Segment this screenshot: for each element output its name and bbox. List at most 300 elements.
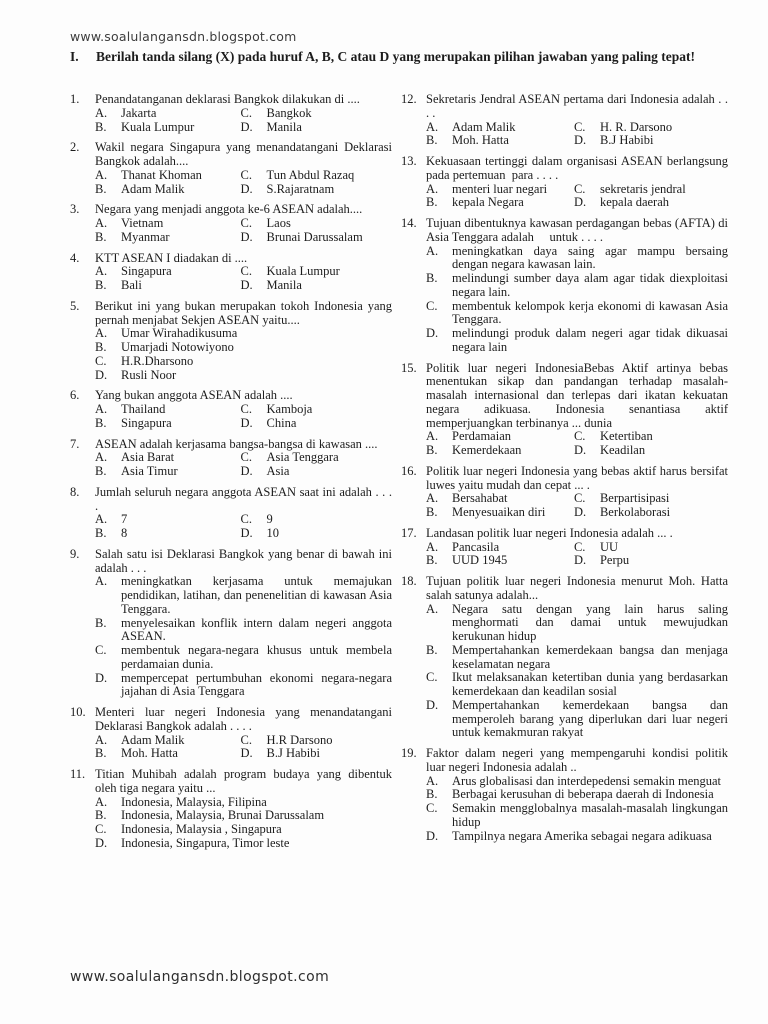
option-text: Umarjadi Notowiyono	[121, 340, 234, 354]
option-text: Ketertiban	[599, 429, 653, 444]
question-body	[426, 575, 728, 740]
option-text: Kamboja	[266, 402, 313, 416]
question-text: Tujuan politik luar negeri Indonesia menurut Moh. Hatta salah satunya adalah...	[426, 574, 728, 602]
option-letter: D.	[573, 505, 587, 519]
option-text: Singapura	[121, 415, 172, 430]
option-letter: D.	[240, 229, 253, 244]
option-item	[95, 121, 241, 135]
question-item	[401, 217, 728, 355]
question-text: Salah satu isi Deklarasi Bangkok yang benar di bawah ini adalah . . .	[95, 546, 392, 575]
option-letter: A.	[95, 402, 108, 416]
option-letter: C.	[573, 181, 586, 196]
question-item	[401, 362, 728, 458]
footer-site-url: www.soalulangansdn.blogspot.com	[70, 969, 330, 985]
option-text: Mempertahankan kemerdekaan bangsa dan memperoleh barang yang diperlukan dari luar negeri untuk kemakmuran rakyat	[452, 697, 728, 740]
option-item	[426, 327, 728, 355]
option-text: Kemerdekaan	[452, 443, 522, 457]
question-number: 19.	[401, 746, 417, 760]
option-letter: D.	[95, 670, 108, 685]
option-letter: B.	[426, 133, 438, 148]
question-text: Kekuasaan tertinggi dalam organisasi ASEAN berlangsung pada pertemuan para . . . .	[426, 154, 728, 182]
options-group	[426, 121, 728, 149]
option-item	[426, 134, 574, 148]
option-text: melindungi produk dalam negeri agar tidak dikuasai negara lain	[452, 326, 728, 354]
question-body	[95, 548, 392, 699]
question-body	[95, 389, 392, 430]
options-group	[426, 430, 728, 458]
option-item	[426, 196, 574, 210]
option-text: Thanat Khoman	[121, 167, 202, 182]
option-text: Negara satu dengan yang lain harus saling menghormati dan damai untuk mewujudkan kerukunan hidup	[452, 601, 728, 643]
option-item	[241, 183, 392, 197]
option-item	[426, 554, 574, 568]
option-text: Asia	[266, 464, 290, 478]
option-item	[95, 575, 392, 616]
option-item	[574, 121, 728, 135]
option-item	[426, 506, 574, 520]
option-text: Umar Wirahadikusuma	[121, 326, 238, 341]
question-item	[70, 486, 392, 541]
question-item	[70, 203, 392, 244]
question-number: 5.	[70, 298, 80, 313]
question-body	[95, 141, 392, 196]
option-letter: A.	[426, 243, 439, 258]
options-group	[95, 734, 392, 762]
option-item	[426, 444, 574, 458]
question-body	[95, 438, 392, 479]
option-text: Perdamaian	[452, 429, 512, 444]
option-item	[95, 355, 392, 369]
option-item	[426, 644, 728, 672]
question-body	[95, 768, 392, 851]
option-letter: B.	[95, 278, 107, 292]
option-item	[95, 417, 241, 431]
option-item	[426, 775, 728, 789]
section-instruction: Berilah tanda silang (X) pada huruf A, B, C atau D yang merupakan pilihan jawaban yang paling tepat!	[96, 49, 695, 64]
option-item	[426, 183, 574, 197]
question-item	[70, 141, 392, 196]
option-item	[95, 369, 392, 383]
option-item	[574, 506, 728, 520]
option-text: Arus globalisasi dan interdepedensi semakin menguat	[452, 773, 722, 788]
option-text: Bali	[121, 278, 142, 292]
question-number: 13.	[401, 154, 417, 168]
question-number: 17.	[401, 525, 417, 540]
option-item	[241, 107, 392, 121]
option-item	[95, 217, 241, 231]
question-text: Tujuan dibentuknya kawasan perdagangan bebas (AFTA) di Asia Tenggara adalah untuk . . . .	[426, 216, 728, 244]
option-letter: C.	[573, 491, 586, 506]
question-number: 9.	[70, 546, 80, 561]
option-letter: C.	[240, 450, 252, 465]
option-item	[241, 513, 392, 527]
question-body	[95, 252, 392, 293]
option-item	[95, 747, 241, 761]
option-letter: D.	[240, 464, 253, 478]
option-item	[95, 734, 241, 748]
option-text: Menyesuaikan diri	[452, 505, 546, 519]
option-item	[95, 823, 392, 837]
option-item	[426, 671, 728, 699]
question-body	[95, 300, 392, 383]
option-item	[95, 279, 241, 293]
question-body	[426, 747, 728, 843]
option-text: Asia Timur	[121, 464, 178, 478]
option-item	[241, 451, 392, 465]
question-body	[426, 217, 728, 355]
question-item	[70, 93, 392, 134]
option-text: meningkatkan daya saing agar mampu bersaing dengan negara kawasan lain.	[452, 243, 728, 272]
option-letter: C.	[240, 105, 252, 120]
option-letter: D.	[573, 133, 587, 148]
option-text: membentuk kelompok kerja ekonomi di kawasan Asia Tenggara.	[452, 298, 728, 327]
option-letter: A.	[95, 216, 108, 230]
option-text: Singapura	[121, 264, 172, 279]
option-item	[574, 541, 728, 555]
option-text: Asia Tenggara	[266, 450, 339, 465]
option-item	[426, 830, 728, 844]
option-letter: D.	[573, 553, 587, 568]
question-item	[401, 465, 728, 520]
options-group	[95, 217, 392, 245]
option-item	[426, 788, 728, 802]
option-letter: B.	[426, 443, 438, 457]
option-letter: D.	[573, 195, 587, 210]
option-letter: C.	[240, 264, 252, 279]
option-letter: A.	[95, 167, 108, 182]
options-group	[426, 541, 728, 569]
column-right	[401, 93, 728, 850]
option-letter: A.	[426, 539, 439, 554]
options-group	[95, 265, 392, 293]
option-text: Myanmar	[121, 229, 170, 244]
option-item	[95, 169, 241, 183]
option-text: kepala Negara	[452, 195, 524, 210]
option-letter: A.	[95, 450, 108, 465]
option-letter: A.	[95, 264, 108, 279]
options-group	[426, 245, 728, 355]
question-body	[95, 486, 392, 541]
option-letter: A.	[95, 574, 108, 589]
option-letter: B.	[426, 505, 438, 519]
option-text: Brunai Darussalam	[266, 229, 363, 244]
question-item	[70, 252, 392, 293]
question-item	[401, 527, 728, 568]
question-number: 6.	[70, 388, 80, 403]
option-text: B.J Habibi	[599, 133, 654, 148]
question-number: 12.	[401, 92, 417, 106]
option-text: Indonesia, Malaysia , Singapura	[121, 822, 282, 836]
option-item	[574, 444, 728, 458]
question-item	[401, 93, 728, 148]
option-letter: A.	[95, 794, 108, 809]
option-letter: D.	[95, 367, 108, 382]
section-number: I.	[70, 49, 79, 64]
option-text: 7	[121, 512, 128, 527]
option-letter: C.	[573, 539, 586, 554]
question-text: Wakil negara Singapura yang menandatangani Deklarasi Bangkok adalah....	[95, 140, 392, 168]
option-text: Semakin mengglobalnya masalah-masalah lingkungan hidup	[452, 801, 728, 829]
option-text: Adam Malik	[121, 181, 185, 196]
option-letter: B.	[95, 119, 107, 134]
option-text: 10	[266, 526, 280, 540]
option-text: Berpartisipasi	[599, 491, 670, 506]
option-text: Indonesia, Singapura, Timor leste	[121, 835, 290, 850]
option-letter: C.	[240, 216, 252, 230]
option-item	[95, 672, 392, 700]
question-text: Menteri luar negeri Indonesia yang menandatangani Deklarasi Bangkok adalah . . . .	[95, 705, 392, 733]
question-body	[95, 203, 392, 244]
option-item	[426, 245, 728, 273]
option-letter: A.	[426, 773, 439, 788]
question-item	[70, 768, 392, 851]
options-group	[95, 575, 392, 699]
question-text: Faktor dalam negeri yang mempengaruhi kondisi politik luar negeri Indonesia adalah ..	[426, 746, 728, 774]
option-text: Pancasila	[452, 539, 500, 554]
question-text: Politik luar negeri Indonesia yang bebas aktif harus bersifat luwes yaitu mudah dan cepat ... .	[426, 463, 728, 492]
option-item	[241, 527, 392, 541]
option-letter: C.	[95, 643, 107, 657]
question-text: Landasan politik luar negeri Indonesia adalah ... .	[426, 525, 673, 540]
option-item	[241, 465, 392, 479]
option-item	[241, 279, 392, 293]
option-text: B.J Habibi	[266, 746, 320, 761]
option-text: Thailand	[121, 402, 166, 416]
option-text: Bersahabat	[452, 491, 508, 506]
option-item	[241, 747, 392, 761]
question-text: Titian Muhibah adalah program budaya yang dibentuk oleh tiga negara yaitu ...	[95, 767, 392, 795]
option-letter: D.	[240, 278, 253, 292]
option-text: H. R. Darsono	[599, 119, 673, 134]
option-letter: C.	[95, 822, 107, 836]
option-item	[95, 451, 241, 465]
option-text: Moh. Hatta	[121, 746, 178, 761]
question-text: Penandatanganan deklarasi Bangkok dilakukan di ....	[95, 92, 360, 106]
option-item	[95, 327, 392, 341]
question-item	[70, 438, 392, 479]
question-body	[426, 465, 728, 520]
question-number: 1.	[70, 92, 80, 106]
option-letter: C.	[240, 167, 252, 182]
options-group	[426, 183, 728, 211]
question-number: 14.	[401, 216, 417, 230]
option-text: H.R Darsono	[266, 732, 333, 747]
options-group	[95, 403, 392, 431]
option-text: Manila	[266, 278, 302, 292]
option-text: Vietnam	[121, 216, 164, 230]
option-item	[95, 265, 241, 279]
question-number: 16.	[401, 463, 417, 478]
options-group	[426, 492, 728, 520]
option-item	[95, 465, 241, 479]
option-letter: B.	[426, 553, 438, 568]
question-text: Politik luar negeri IndonesiaBebas Aktif artinya bebas menentukan sikap dan pandangan terhadap masalah-masalah internasional dan terlepas dari ikatan kekuatan negara adikuasa. Indonesia senantiasa aktif memperjuangkan terbinanya ... dunia	[426, 360, 728, 430]
option-text: 8	[121, 526, 128, 540]
option-text: Adam Malik	[452, 119, 516, 134]
option-item	[95, 809, 392, 823]
question-number: 3.	[70, 202, 80, 217]
option-text: Tampilnya negara Amerika sebagai negara adikuasa	[452, 828, 712, 843]
option-text: menteri luar negari	[452, 181, 548, 196]
option-item	[574, 492, 728, 506]
option-item	[241, 417, 392, 431]
option-text: Indonesia, Malaysia, Brunai Darussalam	[121, 808, 325, 823]
question-number: 7.	[70, 436, 80, 451]
option-letter: B.	[95, 229, 107, 244]
option-letter: B.	[95, 340, 107, 354]
question-text: ASEAN adalah kerjasama bangsa-bangsa di kawasan ....	[95, 436, 378, 451]
option-letter: D.	[240, 526, 253, 540]
option-item	[95, 107, 241, 121]
option-text: Moh. Hatta	[452, 133, 509, 148]
option-letter: A.	[426, 181, 439, 196]
option-letter: D.	[426, 326, 439, 340]
question-text: Sekretaris Jendral ASEAN pertama dari Indonesia adalah . . . .	[426, 92, 728, 120]
option-text: melindungi sumber daya alam agar tidak diexploitasi negara lain.	[452, 271, 728, 299]
options-group	[95, 451, 392, 479]
option-letter: D.	[240, 119, 253, 134]
option-letter: A.	[426, 429, 439, 444]
option-letter: A.	[426, 119, 439, 134]
option-letter: D.	[240, 181, 253, 196]
option-letter: C.	[573, 429, 586, 444]
option-item	[241, 265, 392, 279]
option-letter: D.	[573, 443, 587, 457]
section-heading	[70, 48, 716, 66]
question-number: 10.	[70, 705, 86, 719]
option-item	[241, 121, 392, 135]
option-letter: D.	[426, 697, 439, 712]
option-item	[241, 231, 392, 245]
option-text: meningkatkan kerjasama untuk memajukan pendidikan, latihan, dan penenelitian di kawasan Asia Tenggara.	[121, 574, 392, 616]
question-body	[426, 527, 728, 568]
option-text: Asia Barat	[121, 450, 175, 465]
option-text: 9	[266, 512, 273, 527]
option-text: Kuala Lumpur	[121, 119, 195, 134]
option-letter: B.	[426, 642, 438, 657]
option-text: Keadilan	[599, 443, 646, 457]
option-letter: C.	[573, 119, 586, 134]
option-letter: B.	[95, 415, 107, 430]
option-letter: B.	[95, 181, 107, 196]
option-letter: C.	[95, 353, 107, 368]
option-item	[241, 734, 392, 748]
option-item	[95, 341, 392, 355]
question-item	[70, 548, 392, 699]
question-number: 11.	[70, 767, 86, 781]
option-letter: D.	[95, 835, 108, 850]
question-item	[70, 300, 392, 383]
options-group	[95, 513, 392, 541]
question-text: Berikut ini yang bukan merupakan tokoh Indonesia yang pernah menjabat Sekjen ASEAN yaitu....	[95, 298, 392, 327]
question-item	[401, 155, 728, 210]
option-letter: C.	[240, 732, 252, 747]
question-item	[401, 575, 728, 740]
option-text: Ikut melaksanakan ketertiban dunia yang berdasarkan kemerdekaan dan keadilan sosial	[452, 670, 728, 698]
option-letter: B.	[426, 195, 438, 210]
header-site-url: www.soalulangansdn.blogspot.com	[70, 29, 297, 44]
option-text: mempercepat pertumbuhan ekonomi negara-negara jajahan di Asia Tenggara	[121, 670, 392, 699]
question-text: Negara yang menjadi anggota ke-6 ASEAN adalah....	[95, 202, 363, 217]
option-text: Manila	[266, 119, 302, 134]
option-item	[95, 644, 392, 672]
question-body	[426, 362, 728, 458]
option-item	[95, 231, 241, 245]
question-text: Yang bukan anggota ASEAN adalah ....	[95, 388, 293, 403]
option-item	[574, 183, 728, 197]
options-group	[95, 169, 392, 197]
question-number: 2.	[70, 140, 80, 155]
option-letter: D.	[240, 746, 253, 761]
option-item	[426, 802, 728, 830]
option-letter: B.	[95, 615, 107, 630]
question-number: 4.	[70, 250, 80, 265]
option-item	[95, 796, 392, 810]
question-body	[95, 93, 392, 134]
option-text: Rusli Noor	[121, 367, 177, 382]
option-item	[426, 699, 728, 740]
question-number: 15.	[401, 360, 417, 375]
option-text: Berkolaborasi	[599, 505, 671, 519]
option-letter: B.	[95, 464, 107, 478]
question-item	[70, 706, 392, 761]
option-item	[95, 527, 241, 541]
option-item	[95, 183, 241, 197]
option-letter: B.	[426, 787, 438, 802]
option-text: UUD 1945	[452, 553, 508, 568]
option-item	[426, 121, 574, 135]
question-text: KTT ASEAN I diadakan di ....	[95, 250, 248, 265]
option-item	[426, 300, 728, 328]
option-item	[95, 513, 241, 527]
option-letter: C.	[426, 801, 438, 815]
option-letter: A.	[95, 105, 108, 120]
question-item	[401, 747, 728, 843]
option-text: kepala daerah	[599, 195, 670, 210]
option-item	[426, 492, 574, 506]
column-left	[70, 93, 392, 858]
option-item	[426, 430, 574, 444]
options-group	[95, 327, 392, 382]
option-letter: A.	[426, 601, 439, 616]
option-item	[574, 430, 728, 444]
option-letter: B.	[95, 808, 107, 823]
options-group	[95, 796, 392, 851]
option-item	[241, 169, 392, 183]
option-text: Berbagai kerusuhan di beberapa daerah di Indonesia	[452, 787, 714, 802]
option-item	[241, 217, 392, 231]
option-item	[574, 196, 728, 210]
option-text: Perpu	[599, 553, 630, 568]
question-text: Jumlah seluruh negara anggota ASEAN saat ini adalah . . . .	[95, 484, 392, 513]
option-letter: C.	[426, 298, 438, 313]
option-item	[95, 617, 392, 645]
option-item	[574, 134, 728, 148]
option-item	[426, 541, 574, 555]
option-letter: A.	[95, 732, 108, 747]
option-text: H.R.Dharsono	[121, 353, 194, 368]
options-group	[426, 603, 728, 741]
option-letter: C.	[240, 402, 252, 416]
option-item	[95, 837, 392, 851]
option-text: S.Rajaratnam	[266, 181, 335, 196]
option-text: Tun Abdul Razaq	[266, 167, 355, 182]
option-text: menyelesaikan konflik intern dalam negeri anggota ASEAN.	[121, 615, 392, 644]
option-item	[574, 554, 728, 568]
option-letter: C.	[240, 512, 252, 527]
option-letter: A.	[426, 491, 439, 506]
option-letter: B.	[95, 746, 107, 761]
